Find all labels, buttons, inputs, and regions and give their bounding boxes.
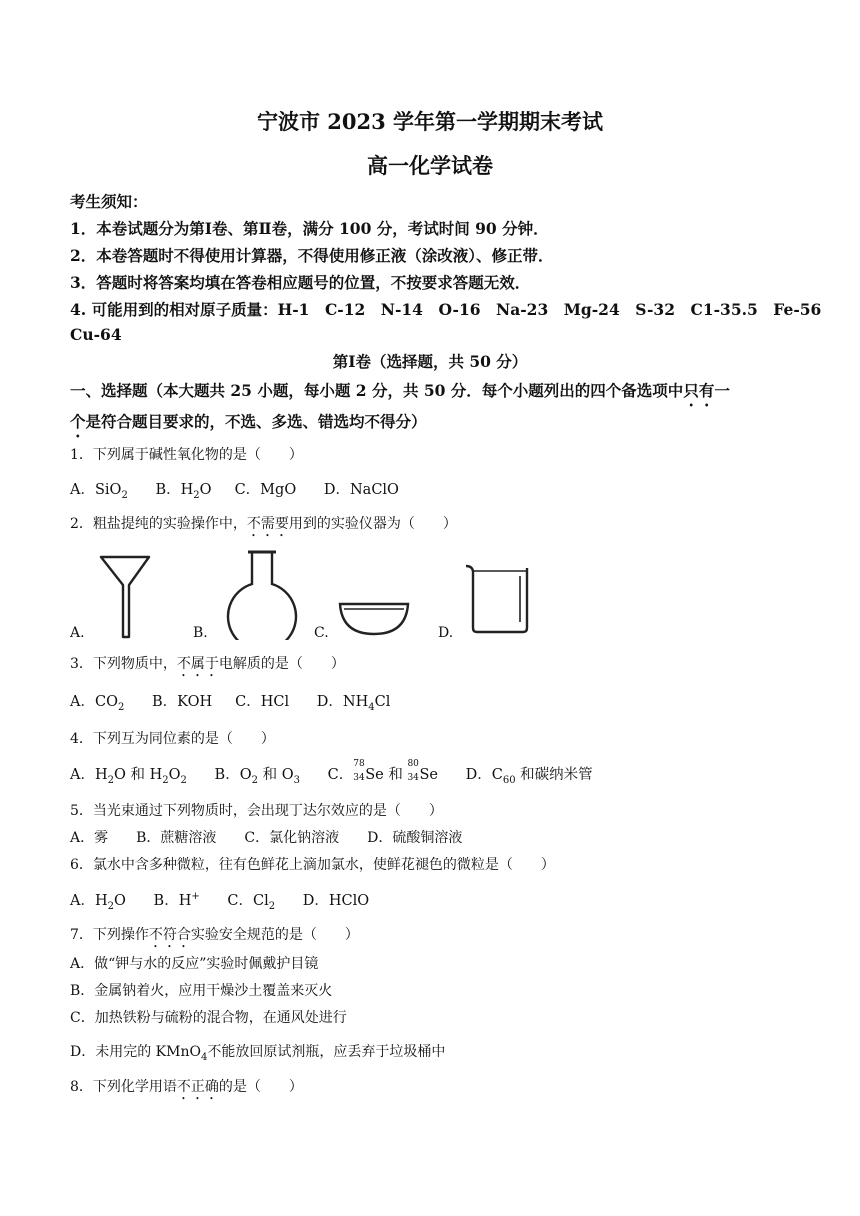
question-7: 7．下列操作不符合实验安全规范的是（ ）: [70, 927, 359, 943]
question-3: 3．下列物质中，不属于电解质的是（ ）: [70, 656, 345, 672]
question-2: 2．粗盐提纯的实验操作中，不需要用到的实验仪器为（ ）: [70, 516, 457, 532]
beaker-icon: [462, 562, 534, 636]
question-5: 5．当光束通过下列物质时，会出现丁达尔效应的是（ ）: [70, 803, 443, 819]
question-7-option-a: A．做“钾与水的反应”实验时佩戴护目镜: [70, 956, 319, 972]
notice-heading: 考生须知：: [70, 192, 148, 211]
question-6-options: A．$H_2O$ B．H+ C．$Cl_2$ D．HClO: [70, 891, 370, 912]
question-1: 1．下列属于碱性氧化物的是（ ）: [70, 447, 303, 463]
question-4-options: A．$H_2O$ 和 $H_2O_2$ B．$O_2$ 和 $O_3$ C． 78 34 Se 和 80 34 Se D．$C_{60}$ 和碳纳米管: [70, 759, 593, 786]
question-7-option-b: B．金属钠着火，应用干燥沙土覆盖来灭火: [70, 983, 333, 999]
question-8: 8．下列化学用语不正确的是（ ）: [70, 1079, 303, 1095]
section-title: 第Ⅰ卷（选择题，共 50 分）: [332, 352, 528, 371]
notice-item: 4. 可能用到的相对原子质量：H-1 C-12 N-14 O-16 Na-23 Mg-24 S-32 C1-35.5 Fe-56: [70, 300, 822, 319]
funnel-icon: [98, 553, 154, 641]
question-7-option-d: D．未用完的 KMnO$_4$不能放回原试剂瓶，应丢弃于垃圾桶中: [70, 1044, 446, 1063]
notice-item: Cu-64: [70, 325, 122, 344]
notice-item: 1．本卷试题分为第Ⅰ卷、第Ⅱ卷，满分 100 分，考试时间 90 分钟．: [70, 219, 549, 238]
exam-subtitle: 高一化学试卷: [367, 153, 493, 178]
question-5-options: A．雾 B．蔗糖溶液 C．氯化钠溶液 D．硫酸铜溶液: [70, 830, 463, 846]
section-instruction: 一、选择题（本大题共 25 小题，每小题 2 分，共 50 分．每个小题列出的四个备选项中只有一: [70, 381, 730, 400]
question-4: 4．下列互为同位素的是（ ）: [70, 731, 275, 747]
evaporating-dish-icon: [336, 596, 412, 638]
option-label: A.: [70, 625, 85, 641]
option-label: C.: [314, 625, 329, 641]
exam-title: 宁波市 2023 学年第一学期期末考试: [256, 109, 604, 134]
option-label: D.: [438, 625, 454, 641]
question-6: 6．氯水中含多种微粒，往有色鲜花上滴加氯水，使鲜花褪色的微粒是（ ）: [70, 857, 555, 873]
question-3-options: A．$CO_2$ B．KOH C．HCl D．$NH_4Cl$: [70, 694, 391, 713]
round-flask-icon: [222, 546, 302, 640]
notice-item: 2．本卷答题时不得使用计算器，不得使用修正液（涂改液）、修正带．: [70, 246, 554, 265]
question-7-option-c: C．加热铁粉与硫粉的混合物，在通风处进行: [70, 1010, 347, 1026]
section-instruction: 个是符合题目要求的，不选、多选、错选均不得分）: [70, 412, 427, 431]
notice-item: 3．答题时将答案均填在答卷相应题号的位置，不按要求答题无效．: [70, 273, 531, 292]
question-1-options: A．SiO$_2$ B．$H_2O$ C．MgO D．NaClO: [70, 482, 399, 501]
option-label: B.: [193, 625, 208, 641]
